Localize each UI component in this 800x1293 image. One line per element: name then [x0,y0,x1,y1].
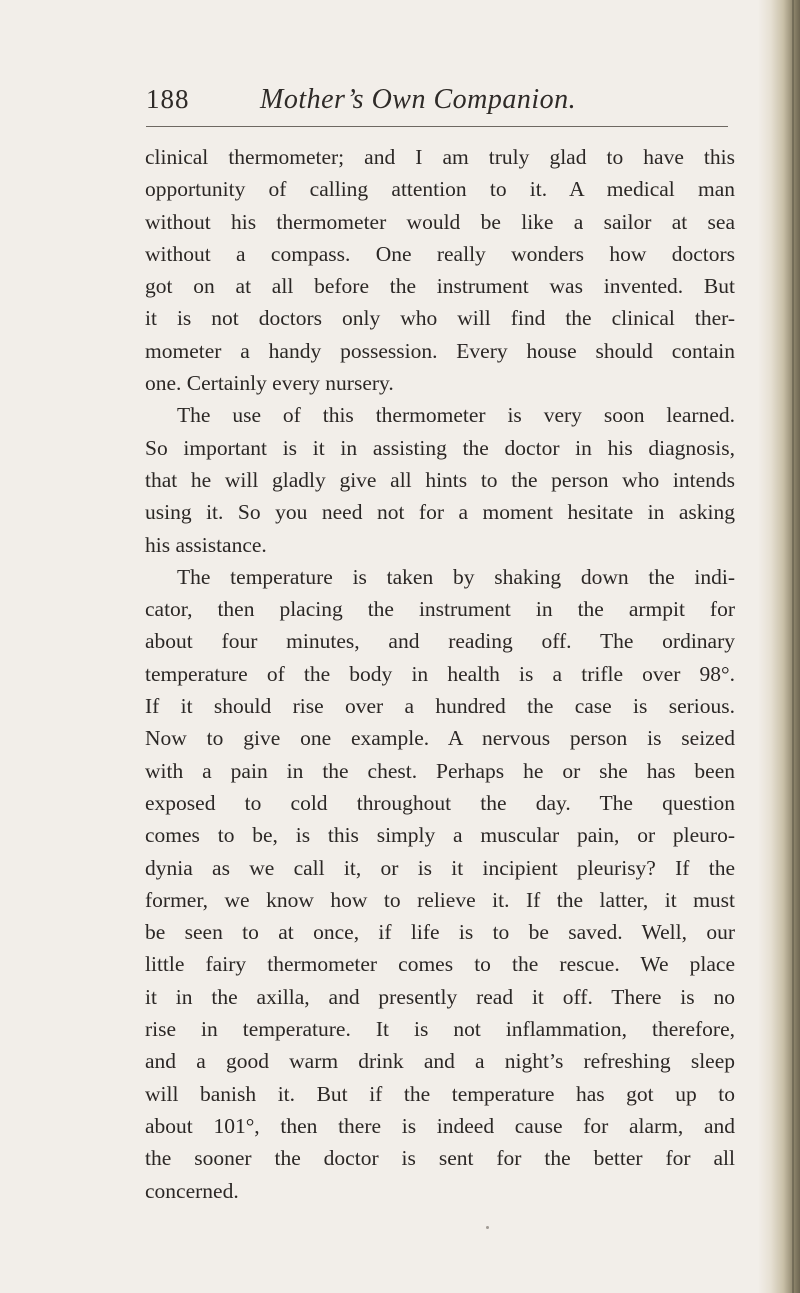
text-line: rise in temperature. It is not inflammation, therefore, [145,1017,735,1042]
paper-speck [486,1226,489,1229]
text-line: will banish it. But if the temperature has got up to [145,1081,735,1106]
text-line: about 101°, then there is indeed cause for alarm, and [145,1113,735,1138]
text-line: exposed to cold throughout the day. The question [145,790,735,815]
text-line: concerned. [145,1178,239,1203]
text-line: little fairy thermometer comes to the rescue. We place [145,952,735,977]
text-line: with a pain in the chest. Perhaps he or she has been [145,758,735,783]
text-line: mometer a handy possession. Every house should contain [145,338,735,363]
text-line: So important is it in assisting the doctor in his diagnosis, [145,435,735,460]
text-line: his assistance. [145,532,267,557]
text-line: former, we know how to relieve it. If the latter, it must [145,887,735,912]
text-line: using it. So you need not for a moment hesitate in asking [145,500,735,525]
running-title: Mother’s Own Companion. [260,84,577,115]
text-line: the sooner the doctor is sent for the better for all [145,1146,735,1171]
text-line: be seen to at once, if life is to be saved. Well, our [145,920,735,945]
text-line: temperature of the body in health is a trifle over 98°. [145,661,735,686]
text-line: Now to give one example. A nervous person is seized [145,726,735,751]
text-line: and a good warm drink and a night’s refreshing sleep [145,1049,735,1074]
text-line: dynia as we call it, or is it incipient pleurisy? If the [145,855,735,880]
text-line: it is not doctors only who will find the clinical ther- [145,306,735,331]
text-line: The temperature is taken by shaking down the indi- [177,564,735,589]
text-line: cator, then placing the instrument in the armpit for [145,597,735,622]
text-line: without his thermometer would be like a sailor at sea [145,209,735,234]
text-line: one. Certainly every nursery. [145,371,394,396]
text-line: comes to be, is this simply a muscular pain, or pleuro- [145,823,735,848]
text-line: got on at all before the instrument was invented. But [145,274,735,299]
text-line: it in the axilla, and presently read it off. There is no [145,984,735,1009]
body-text [145,141,735,1207]
text-line: If it should rise over a hundred the case is serious. [145,694,735,719]
text-line: opportunity of calling attention to it. A medical man [145,177,735,202]
page-number: 188 [146,84,190,114]
header-rule [146,126,728,127]
text-line: that he will gladly give all hints to the person who intends [145,467,735,492]
page-edge-line [792,0,794,1293]
text-line: without a compass. One really wonders how doctors [145,241,735,266]
text-line: clinical thermometer; and I am truly glad to have this [145,145,735,169]
page-header [146,84,736,124]
text-line: The use of this thermometer is very soon learned. [177,403,735,428]
text-line: about four minutes, and reading off. The ordinary [145,629,735,654]
